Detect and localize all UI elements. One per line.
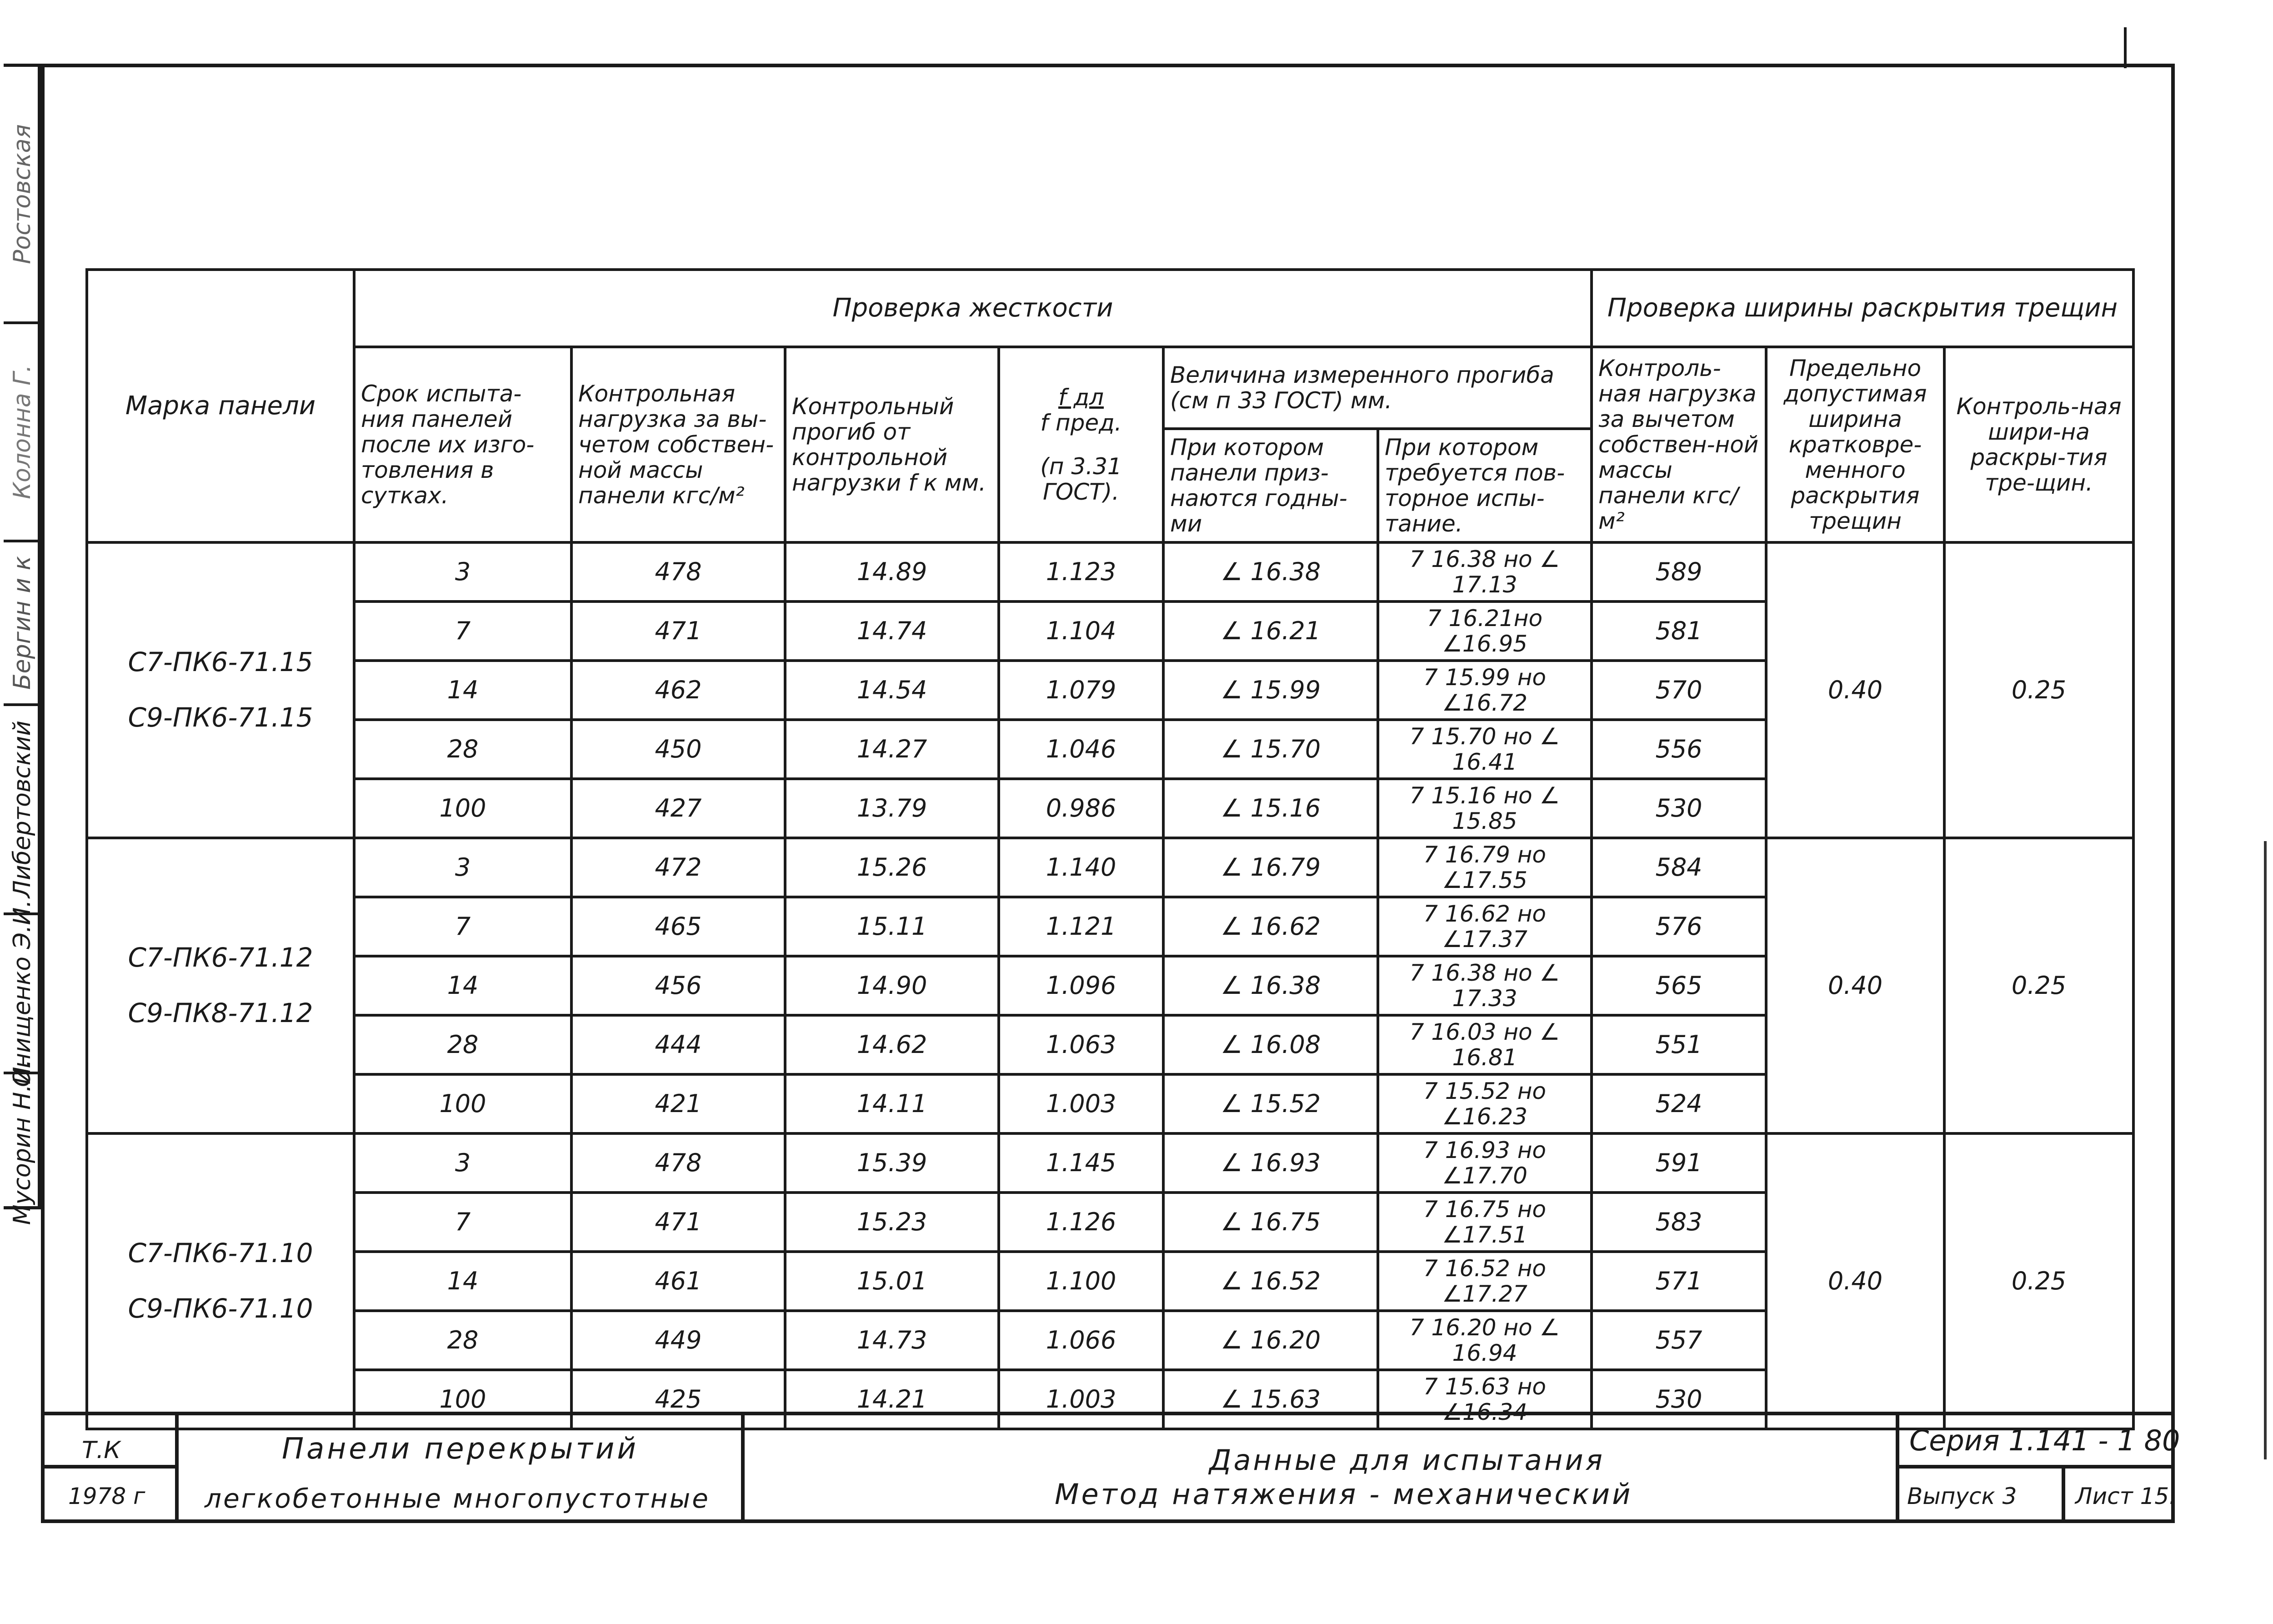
side-stamp-cell [4,540,41,703]
cell-crack-load: 556 [1592,720,1766,779]
cell-ok: ∠ 15.63 [1163,1370,1378,1429]
cell-ok: ∠ 16.38 [1163,542,1378,601]
cell-crack-control: 0.25 [1944,838,2133,1133]
table-row [87,838,2133,897]
cell-crack-limit: 0.40 [1766,838,1944,1133]
table-row [87,542,2133,601]
title-block-divider [2062,1465,2065,1523]
cell-ratio: 1.145 [999,1133,1163,1193]
cell-retest: 7 16.03 но ∠ 16.81 [1378,1015,1592,1074]
cell-retest: 7 16.52 но ∠17.27 [1378,1252,1592,1311]
cell-deflection: 15.23 [785,1193,999,1252]
cell-age: 7 [354,601,571,661]
cell-ratio: 1.123 [999,542,1163,601]
side-stamp-cell [4,900,41,1087]
title-desc-line1: Данные для испытания [1209,1444,1605,1477]
cell-load: 471 [571,1193,785,1252]
cell-crack-control: 0.25 [1944,1133,2133,1429]
title-name-line1: Панели перекрытий [282,1432,639,1466]
header-test-age: Срок испыта-ния панелей после их изго-товления в сутках. [354,347,571,542]
cell-retest: 7 16.79 но ∠17.55 [1378,838,1592,897]
cell-deflection: 14.89 [785,542,999,601]
cell-load: 425 [571,1370,785,1429]
corner-tick [2124,27,2127,68]
cell-crack-load: 591 [1592,1133,1766,1193]
side-stamp-name: Либертовский [9,720,36,898]
cell-retest: 7 16.20 но ∠ 16.94 [1378,1311,1592,1370]
cell-crack-load: 524 [1592,1074,1766,1133]
cell-crack-load: 551 [1592,1015,1766,1074]
cell-crack-load: 576 [1592,897,1766,956]
cell-crack-load: 584 [1592,838,1766,897]
cell-ratio: 1.140 [999,838,1163,897]
panel-mark-line: С9-ПК6-71.10 [128,1293,313,1324]
ratio-numerator: f дл [1058,384,1104,411]
cell-ok: ∠ 15.52 [1163,1074,1378,1133]
title-issue: Выпуск 3 [1907,1483,2017,1509]
cell-deflection: 15.39 [785,1133,999,1193]
cell-ok: ∠ 16.93 [1163,1133,1378,1193]
cell-crack-load: 571 [1592,1252,1766,1311]
cell-deflection: 14.90 [785,956,999,1015]
panel-mark [87,1133,354,1429]
cell-age: 7 [354,897,571,956]
cell-age: 3 [354,838,571,897]
cell-age: 14 [354,956,571,1015]
cell-load: 461 [571,1252,785,1311]
cell-age: 28 [354,1015,571,1074]
cell-age: 28 [354,720,571,779]
cell-age: 100 [354,779,571,838]
panel-mark-line: С7-ПК6-71.12 [128,942,313,973]
cell-crack-load: 570 [1592,661,1766,720]
cell-ratio: 1.003 [999,1074,1163,1133]
cell-retest: 7 16.93 но ∠17.70 [1378,1133,1592,1193]
header-control-deflection: Контрольный прогиб от контрольной нагрузки f к мм. [785,347,999,542]
margin-mark [2264,841,2267,1459]
title-code: Т.К [82,1437,121,1464]
cell-ok: ∠ 16.79 [1163,838,1378,897]
side-stamp [4,64,41,1225]
cell-ratio: 1.063 [999,1015,1163,1074]
cell-ok: ∠ 15.70 [1163,720,1378,779]
cell-deflection: 14.73 [785,1311,999,1370]
title-series: Серия 1.141 - 1 80 [1909,1424,2180,1457]
side-stamp-cell [4,321,41,540]
cell-age: 14 [354,661,571,720]
panel-mark-line: С9-ПК6-71.15 [128,702,313,733]
header-crack-limit: Предельно допустимая ширина кратковре-менного раскрытия трещин [1766,347,1944,542]
header-crack-load: Контроль-ная нагрузка за вычетом собствен-ной массы панели кгс/м² [1592,347,1766,542]
cell-ratio: 1.100 [999,1252,1163,1311]
cell-deflection: 14.11 [785,1074,999,1133]
cell-crack-load: 583 [1592,1193,1766,1252]
cell-age: 14 [354,1252,571,1311]
header-measured-ok: При котором панели приз-наются годны-ми [1163,429,1378,542]
side-stamp-name: Бергин и к [9,556,36,690]
panel-mark [87,838,354,1133]
cell-load: 449 [571,1311,785,1370]
side-stamp-cell [4,703,41,912]
cell-deflection: 14.54 [785,661,999,720]
cell-load: 421 [571,1074,785,1133]
cell-retest: 7 15.16 но ∠ 15.85 [1378,779,1592,838]
cell-crack-limit: 0.40 [1766,542,1944,838]
side-stamp-name: Онищенко Э.И. [9,900,36,1087]
panel-mark-line: С7-ПК6-71.15 [128,647,313,678]
cell-retest: 7 15.52 но ∠16.23 [1378,1074,1592,1133]
header-measured-retest: При котором требуется пов-торное испы-тание. [1378,429,1592,542]
cell-ratio: 1.126 [999,1193,1163,1252]
header-mark: Марка панели [87,270,354,542]
cell-ok: ∠ 16.75 [1163,1193,1378,1252]
ratio-note: (п 3.31 ГОСТ). [1040,453,1122,505]
cell-crack-load: 530 [1592,779,1766,838]
cell-retest: 7 16.38 но ∠ 17.33 [1378,956,1592,1015]
title-year: 1978 г [68,1483,145,1509]
title-block-divider [1896,1465,2175,1469]
cell-ratio: 1.046 [999,720,1163,779]
cell-deflection: 14.74 [785,601,999,661]
cell-age: 3 [354,1133,571,1193]
cell-ok: ∠ 16.52 [1163,1252,1378,1311]
cell-crack-load: 589 [1592,542,1766,601]
title-block-divider [741,1412,745,1523]
header-measured: Величина измеренного прогиба (см п 33 ГОСТ) мм. [1163,347,1592,429]
cell-ok: ∠ 16.08 [1163,1015,1378,1074]
header-crack: Проверка ширины раскрытия трещин [1592,270,2133,347]
cell-ratio: 1.079 [999,661,1163,720]
cell-ok: ∠ 16.38 [1163,956,1378,1015]
cell-load: 478 [571,542,785,601]
cell-ok: ∠ 16.20 [1163,1311,1378,1370]
cell-crack-load: 581 [1592,601,1766,661]
title-block-divider [41,1465,175,1469]
cell-load: 471 [571,601,785,661]
side-stamp-name: Ростовская [9,124,36,264]
header-control-load: Контрольная нагрузка за вы-четом собствен-ной массы панели кгс/м² [571,347,785,542]
cell-age: 7 [354,1193,571,1252]
cell-deflection: 14.27 [785,720,999,779]
cell-crack-load: 565 [1592,956,1766,1015]
cell-ratio: 1.104 [999,601,1163,661]
title-block-divider [175,1412,179,1523]
cell-ratio: 1.003 [999,1370,1163,1429]
cell-deflection: 15.26 [785,838,999,897]
cell-crack-control: 0.25 [1944,542,2133,838]
cell-age: 28 [354,1311,571,1370]
panel-mark [87,542,354,838]
title-desc-line2: Метод натяжения - механический [1055,1478,1633,1511]
cell-load: 444 [571,1015,785,1074]
cell-crack-limit: 0.40 [1766,1133,1944,1429]
cell-crack-load: 530 [1592,1370,1766,1429]
cell-ok: ∠ 15.16 [1163,779,1378,838]
cell-retest: 7 15.99 но ∠16.72 [1378,661,1592,720]
cell-ok: ∠ 15.99 [1163,661,1378,720]
cell-ok: ∠ 16.62 [1163,897,1378,956]
cell-deflection: 15.01 [785,1252,999,1311]
side-stamp-cell [4,67,41,321]
panel-mark-line: С7-ПК6-71.10 [128,1238,313,1269]
cell-load: 472 [571,838,785,897]
side-stamp-name: Колонна Г. [9,365,36,499]
test-data-table [85,268,2135,1430]
cell-retest: 7 16.75 но ∠17.51 [1378,1193,1592,1252]
cell-age: 100 [354,1370,571,1429]
header-stiffness: Проверка жесткости [354,270,1592,347]
cell-retest: 7 15.63 но ∠16.34 [1378,1370,1592,1429]
cell-deflection: 15.11 [785,897,999,956]
cell-deflection: 13.79 [785,779,999,838]
cell-retest: 7 16.62 но ∠17.37 [1378,897,1592,956]
cell-load: 462 [571,661,785,720]
panel-mark-line: С9-ПК8-71.12 [128,997,313,1028]
cell-load: 456 [571,956,785,1015]
cell-deflection: 14.62 [785,1015,999,1074]
side-stamp-cell [4,1059,41,1225]
cell-ratio: 1.066 [999,1311,1163,1370]
side-stamp-name: Мусорин Н.И. [9,1059,36,1225]
cell-load: 450 [571,720,785,779]
header-crack-control: Контроль-ная шири-на раскры-тия тре-щин. [1944,347,2133,542]
cell-load: 465 [571,897,785,956]
cell-retest: 7 15.70 но ∠ 16.41 [1378,720,1592,779]
cell-load: 427 [571,779,785,838]
cell-load: 478 [571,1133,785,1193]
ratio-denominator: f пред. [1040,410,1122,436]
cell-ratio: 0.986 [999,779,1163,838]
cell-ratio: 1.096 [999,956,1163,1015]
cell-retest: 7 16.38 но ∠ 17.13 [1378,542,1592,601]
title-name-line2: легкобетонные многопустотные [205,1483,710,1514]
cell-age: 3 [354,542,571,601]
title-sheet: Лист 15. [2075,1483,2177,1509]
table-row [87,1133,2133,1193]
cell-ok: ∠ 16.21 [1163,601,1378,661]
header-ratio [999,347,1163,542]
cell-retest: 7 16.21но ∠16.95 [1378,601,1592,661]
cell-ratio: 1.121 [999,897,1163,956]
cell-crack-load: 557 [1592,1311,1766,1370]
cell-deflection: 14.21 [785,1370,999,1429]
cell-age: 100 [354,1074,571,1133]
